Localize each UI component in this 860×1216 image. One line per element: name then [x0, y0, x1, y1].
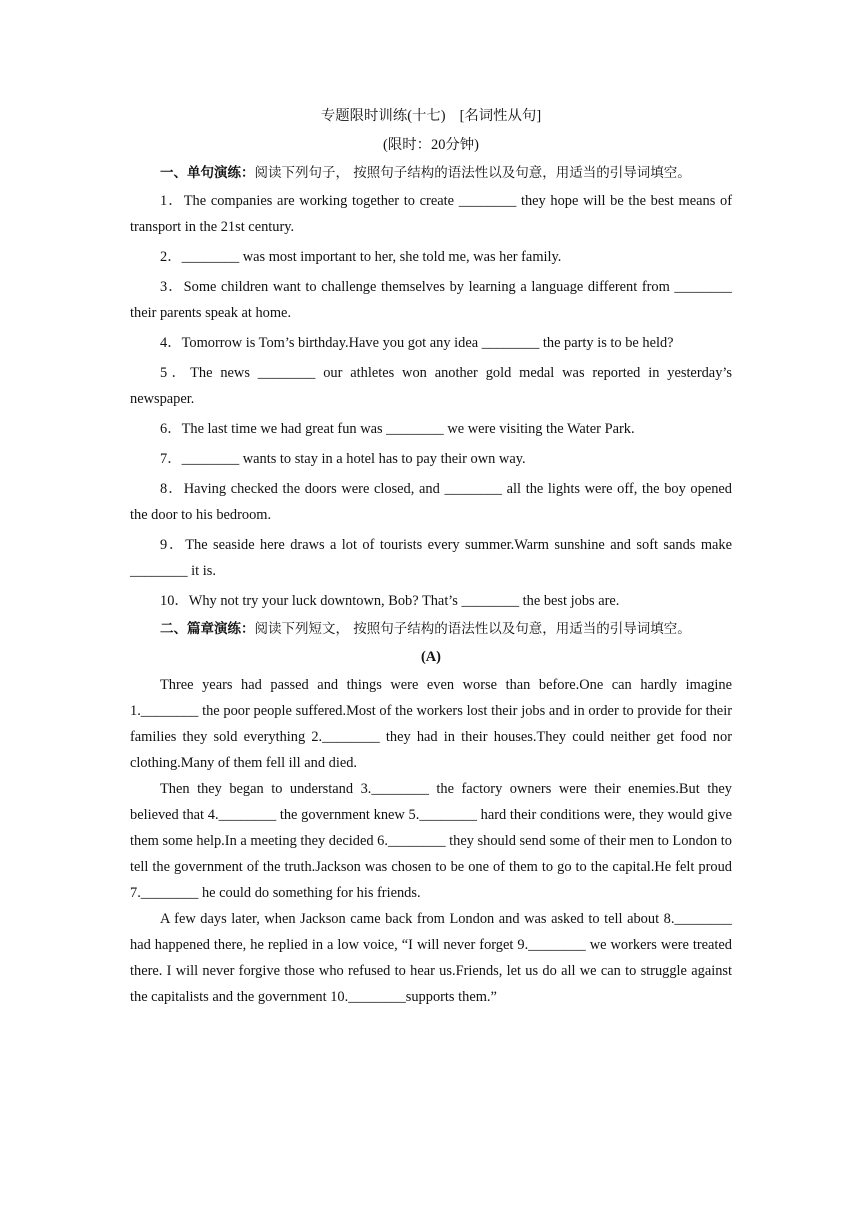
document-page [130, 102, 732, 1010]
passage-paragraph-3: A few days later, when Jackson came back from London and was asked to tell about 8.________ had happened there, he replied in a low voice, “I will never forget 9.________ we workers were treated there. I will never forgive those who refused to hear us.Friends, let us do all we can to struggle against the capitalists and the government 10.________supports them.” [130, 911, 732, 1005]
title-topic: [名词性从句] [459, 108, 542, 124]
section1-label: 一、单句演练： [160, 165, 255, 181]
question-5: 5．The news ________ our athletes won another gold medal was reported in yesterday’s newspaper. [130, 365, 732, 407]
section2-heading [130, 616, 732, 642]
question-6: 6．The last time we had great fun was ________ we were visiting the Water Park. [160, 421, 635, 437]
question-9: 9．The seaside here draws a lot of tourists every summer.Warm sunshine and soft sands make ________ it is. [130, 537, 732, 579]
section1-instruction: 阅读下列句子， 按照句子结构的语法性以及句意，用适当的引导词填空。 [254, 165, 691, 181]
section1-heading [130, 160, 732, 186]
question-10: 10．Why not try your luck downtown, Bob? That’s ________ the best jobs are. [160, 593, 620, 609]
question-2: 2．________ was most important to her, she told me, was her family. [160, 249, 562, 265]
page-title [130, 102, 732, 130]
question-4: 4．Tomorrow is Tom’s birthday.Have you got any idea ________ the party is to be held? [160, 335, 674, 351]
question-3: 3．Some children want to challenge themselves by learning a language different from ________ their parents speak at home. [130, 279, 732, 321]
passage-label: (A) [421, 649, 441, 665]
section2-label: 二、篇章演练： [160, 621, 255, 637]
title-text: 专题限时训练(十七) [320, 108, 446, 124]
question-8: 8．Having checked the doors were closed, and ________ all the lights were off, the boy opened the door to his bedroom. [130, 481, 732, 523]
question-1: 1．The companies are working together to create ________ they hope will be the best means of transport in the 21st century. [130, 193, 732, 235]
section2-instruction: 阅读下列短文， 按照句子结构的语法性以及句意，用适当的引导词填空。 [254, 621, 691, 637]
passage-paragraph-2: Then they began to understand 3.________ the factory owners were their enemies.But they believed that 4.________ the government knew 5.________ hard their conditions were, they would give them some help.In a meeting they decided 6.________ they should send some of their men to London to tell the government of the truth.Jackson was chosen to be one of them to go to the capital.He felt proud 7.________ he could do something for his friends. [130, 781, 732, 901]
time-limit: (限时：20分钟) [383, 137, 479, 153]
question-7: 7．________ wants to stay in a hotel has to pay their own way. [160, 451, 526, 467]
passage-paragraph-1: Three years had passed and things were even worse than before.One can hardly imagine 1.________ the poor people suffered.Most of the workers lost their jobs and in order to provide for their families they sold everything 2.________ they had in their houses.They could neither get food nor clothing.Many of them fell ill and died. [130, 677, 732, 771]
